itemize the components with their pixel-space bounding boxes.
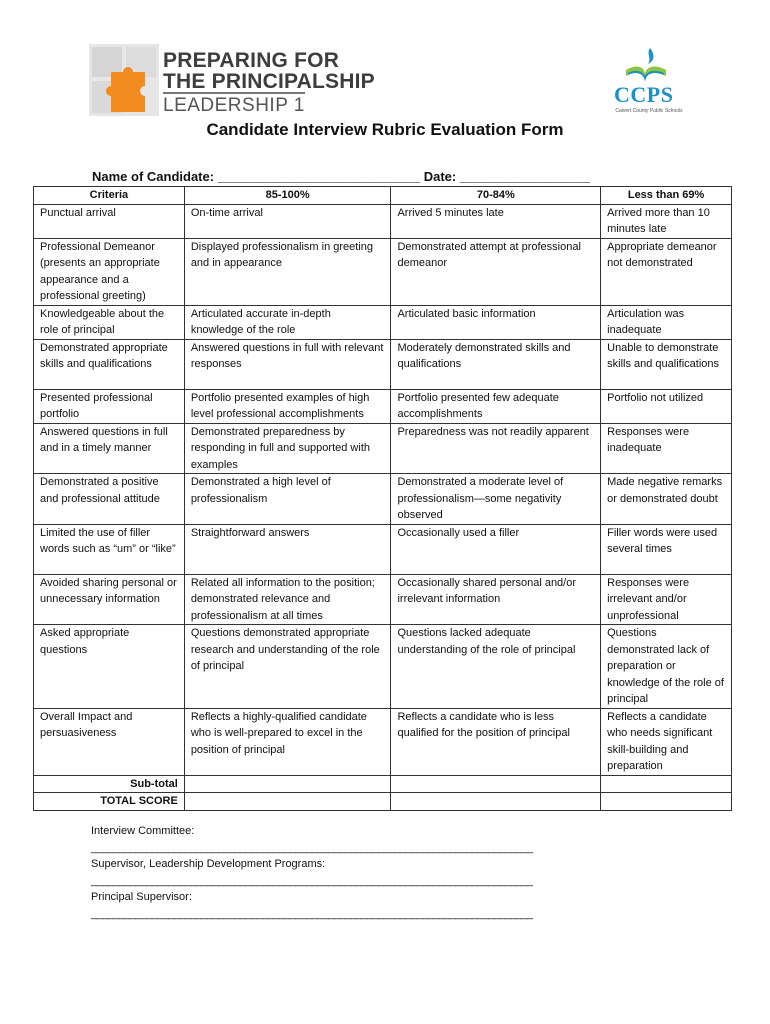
score-low-cell: Articulation was inadequate <box>601 305 732 339</box>
score-low-cell: Responses were inadequate <box>601 423 732 474</box>
puzzle-logo-icon <box>89 44 159 116</box>
book-flame-icon <box>606 44 684 84</box>
table-row <box>34 625 732 709</box>
logo-line-2: THE PRINCIPALSHIP <box>163 70 375 93</box>
subtotal-label: Sub-total <box>34 775 185 793</box>
committee-label: Interview Committee: <box>91 825 195 837</box>
committee-signature-line[interactable]: ________________________________________________________________________________ <box>91 841 533 854</box>
district-name: Calvert County Public Schools <box>615 108 683 114</box>
score-high-cell: Portfolio presented examples of high level professional accomplishments <box>184 389 391 423</box>
supervisor-signature-line[interactable]: ________________________________________________________________________________ <box>91 874 533 887</box>
score-low-cell: Portfolio not utilized <box>601 389 732 423</box>
table-row <box>34 238 732 305</box>
table-row <box>34 423 732 474</box>
score-high-cell: Displayed professionalism in greeting and in appearance <box>184 238 391 305</box>
criteria-cell: Professional Demeanor (presents an appropriate appearance and a professional greeting) <box>34 238 185 305</box>
score-high-cell: On-time arrival <box>184 204 391 238</box>
program-logo-text <box>163 50 375 116</box>
criteria-cell: Presented professional portfolio <box>34 389 185 423</box>
total-row <box>34 793 732 811</box>
score-mid-cell: Occasionally used a filler <box>391 524 601 574</box>
table-row <box>34 305 732 339</box>
criteria-cell: Overall Impact and persuasiveness <box>34 708 185 775</box>
criteria-cell: Demonstrated a positive and professional attitude <box>34 474 185 525</box>
criteria-cell: Knowledgeable about the role of principal <box>34 305 185 339</box>
score-low-cell: Arrived more than 10 minutes late <box>601 204 732 238</box>
score-high-cell: Reflects a highly-qualified candidate who is well-prepared to excel in the position of principal <box>184 708 391 775</box>
score-low-cell: Responses were irrelevant and/or unprofessional <box>601 574 732 625</box>
score-mid-cell: Occasionally shared personal and/or irrelevant information <box>391 574 601 625</box>
header-85-100: 85-100% <box>184 187 391 205</box>
total-low-field[interactable] <box>601 793 732 811</box>
header-criteria: Criteria <box>34 187 185 205</box>
score-high-cell: Straightforward answers <box>184 524 391 574</box>
criteria-cell: Avoided sharing personal or unnecessary information <box>34 574 185 625</box>
criteria-cell: Punctual arrival <box>34 204 185 238</box>
score-mid-cell: Reflects a candidate who is less qualified for the position of principal <box>391 708 601 775</box>
signature-section <box>91 823 532 922</box>
district-logo <box>606 44 684 118</box>
score-low-cell: Made negative remarks or demonstrated doubt <box>601 474 732 525</box>
score-mid-cell: Questions lacked adequate understanding of the role of principal <box>391 625 601 709</box>
total-score-label: TOTAL SCORE <box>34 793 185 811</box>
total-high-field[interactable] <box>184 793 391 811</box>
score-mid-cell: Arrived 5 minutes late <box>391 204 601 238</box>
score-high-cell: Demonstrated preparedness by responding in full and supported with examples <box>184 423 391 474</box>
subtotal-row <box>34 775 732 793</box>
table-row <box>34 708 732 775</box>
logo-line-1: PREPARING FOR <box>163 49 340 72</box>
principal-supervisor-label: Principal Supervisor: <box>91 891 192 903</box>
score-mid-cell: Moderately demonstrated skills and qualifications <box>391 339 601 389</box>
district-abbr: CCPS <box>614 82 674 107</box>
score-high-cell: Articulated accurate in-depth knowledge of the role <box>184 305 391 339</box>
score-high-cell: Questions demonstrated appropriate research and understanding of the role of principal <box>184 625 391 709</box>
score-high-cell: Related all information to the position; demonstrated relevance and professionalism at all times <box>184 574 391 625</box>
table-header-row <box>34 187 732 205</box>
program-logo <box>89 44 389 118</box>
header-70-84: 70-84% <box>391 187 601 205</box>
table-row <box>34 474 732 525</box>
score-mid-cell: Demonstrated a moderate level of professionalism—some negativity observed <box>391 474 601 525</box>
principal-supervisor-signature-line[interactable]: ________________________________________________________________________________ <box>91 907 533 920</box>
criteria-cell: Limited the use of filler words such as “um” or “like” <box>34 524 185 574</box>
table-row <box>34 339 732 389</box>
score-low-cell: Reflects a candidate who needs significant skill-building and preparation <box>601 708 732 775</box>
name-date-line: Name of Candidate: ____________________________ Date: __________________ <box>92 169 590 184</box>
header-less-69: Less than 69% <box>601 187 732 205</box>
table-row <box>34 204 732 238</box>
page-title: Candidate Interview Rubric Evaluation Form <box>206 120 564 139</box>
logo-line-3: LEADERSHIP 1 <box>163 92 305 116</box>
criteria-cell: Answered questions in full and in a timely manner <box>34 423 185 474</box>
table-row <box>34 574 732 625</box>
score-low-cell: Questions demonstrated lack of preparation or knowledge of the role of principal <box>601 625 732 709</box>
score-high-cell: Answered questions in full with relevant responses <box>184 339 391 389</box>
rubric-table <box>33 186 732 811</box>
criteria-cell: Asked appropriate questions <box>34 625 185 709</box>
score-mid-cell: Demonstrated attempt at professional demeanor <box>391 238 601 305</box>
score-low-cell: Appropriate demeanor not demonstrated <box>601 238 732 305</box>
score-low-cell: Filler words were used several times <box>601 524 732 574</box>
subtotal-low-field[interactable] <box>601 775 732 793</box>
score-high-cell: Demonstrated a high level of professionalism <box>184 474 391 525</box>
subtotal-mid-field[interactable] <box>391 775 601 793</box>
table-row <box>34 524 732 574</box>
supervisor-label: Supervisor, Leadership Development Programs: <box>91 858 326 870</box>
score-low-cell: Unable to demonstrate skills and qualifications <box>601 339 732 389</box>
score-mid-cell: Articulated basic information <box>391 305 601 339</box>
total-mid-field[interactable] <box>391 793 601 811</box>
criteria-cell: Demonstrated appropriate skills and qualifications <box>34 339 185 389</box>
score-mid-cell: Portfolio presented few adequate accomplishments <box>391 389 601 423</box>
table-row <box>34 389 732 423</box>
score-mid-cell: Preparedness was not readily apparent <box>391 423 601 474</box>
subtotal-high-field[interactable] <box>184 775 391 793</box>
